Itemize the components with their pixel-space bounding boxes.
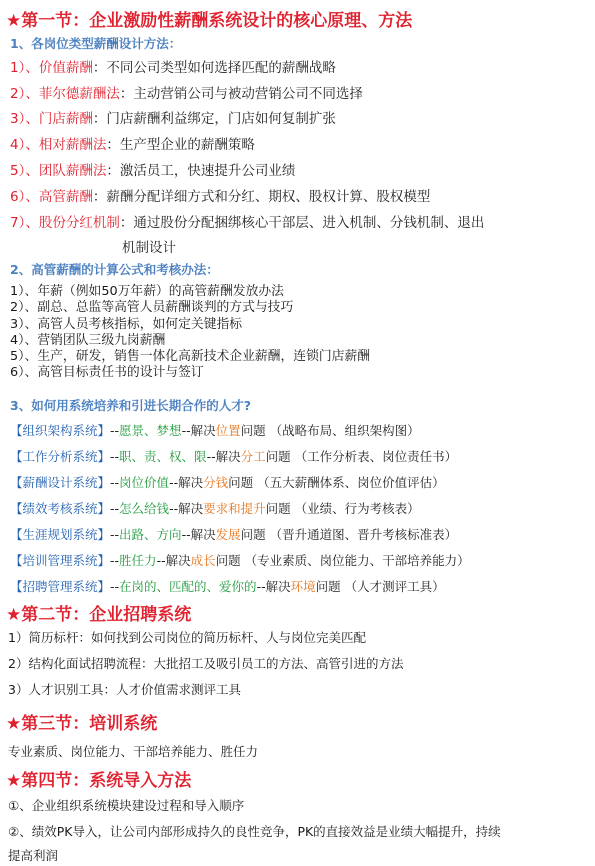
list-item: 5）、团队薪酬法：激活员工，快速提升公司业绩 [10, 163, 296, 179]
section-2-title: ★第二节：企业招聘系统 [6, 605, 192, 625]
section-3-title: ★第三节：培训系统 [6, 714, 158, 734]
section-4-title: ★第四节：系统导入方法 [6, 771, 192, 791]
list-item: 6）、高管目标责任书的设计与签订 [10, 365, 204, 380]
exec-pay-heading: 2、高管薪酬的计算公式和考核办法： [10, 262, 219, 277]
list-item: 5）、生产，研发，销售一体化高新技术企业薪酬，连锁门店薪酬 [10, 349, 371, 364]
list-item: 4）、相对薪酬法：生产型企业的薪酬策略 [10, 137, 255, 153]
list-item: 1）、价值薪酬：不同公司类型如何选择匹配的薪酬战略 [10, 60, 336, 76]
list-item: 1）、年薪（例如50万年薪）的高管薪酬发放办法 [10, 284, 284, 299]
list-item: 3）人才识别工具：人才价值需求测评工具 [8, 682, 241, 697]
list-item: 2）、副总、总监等高管人员薪酬谈判的方式与技巧 [10, 300, 294, 315]
list-item: ②、绩效PK导入，让公司内部形成持久的良性竞争，PK的直接效益是业绩大幅提升，持续 [8, 824, 501, 839]
salary-methods-heading: 1、各岗位类型薪酬设计方法： [10, 36, 182, 51]
list-item: 2）结构化面试招聘流程：大批招工及吸引员工的方法、高管引进的方法 [8, 656, 404, 671]
list-item: 【薪酬设计系统】--岗位价值--解决分钱问题 （五大薪酬体系、岗位价值评估） [10, 475, 445, 490]
list-item: 【招聘管理系统】--在岗的、匹配的、爱你的--解决环境问题 （人才测评工具） [10, 579, 445, 594]
list-item: ①、企业组织系统模块建设过程和导入顺序 [8, 798, 245, 813]
talent-system-heading: 3、如何用系统培养和引进长期合作的人才? [10, 398, 251, 413]
list-item: 4）、营销团队三级九岗薪酬 [10, 333, 166, 348]
list-item: 3）、高管人员考核指标，如何定关键指标 [10, 317, 243, 332]
list-item: 【绩效考核系统】--怎么给钱--解决要求和提升问题 （业绩、行为考核表） [10, 501, 420, 516]
list-item-continuation: 提高利润 [8, 848, 59, 863]
list-item: 【工作分析系统】--职、责、权、限--解决分工问题 （工作分析表、岗位责任书） [10, 449, 458, 464]
section-1-title: ★第一节：企业激励性薪酬系统设计的核心原理、方法 [6, 11, 413, 31]
list-item: 6）、高管薪酬：薪酬分配详细方式和分红、期权、股权计算、股权模型 [10, 189, 431, 205]
list-item: 1）简历标杆：如何找到公司岗位的简历标杆、人与岗位完美匹配 [8, 630, 366, 645]
list-item: 【生涯规划系统】--出路、方向--解决发展问题 （晋升通道图、晋升考核标准表） [10, 527, 458, 542]
list-item: 2）、菲尔德薪酬法：主动营销公司与被动营销公司不同选择 [10, 86, 363, 102]
list-item: 7）、股份分红机制：通过股份分配捆绑核心干部层、进入机制、分钱机制、退出 [10, 215, 485, 231]
list-item: 【组织架构系统】--愿景、梦想--解决位置问题 （战略布局、组织架构图） [10, 423, 420, 438]
list-item: 3）、门店薪酬：门店薪酬利益绑定，门店如何复制扩张 [10, 111, 336, 127]
list-item: 【培训管理系统】--胜任力--解决成长问题 （专业素质、岗位能力、干部培养能力） [10, 553, 470, 568]
training-text: 专业素质、岗位能力、干部培养能力、胜任力 [8, 744, 259, 759]
list-item-continuation: 机制设计 [122, 240, 176, 256]
